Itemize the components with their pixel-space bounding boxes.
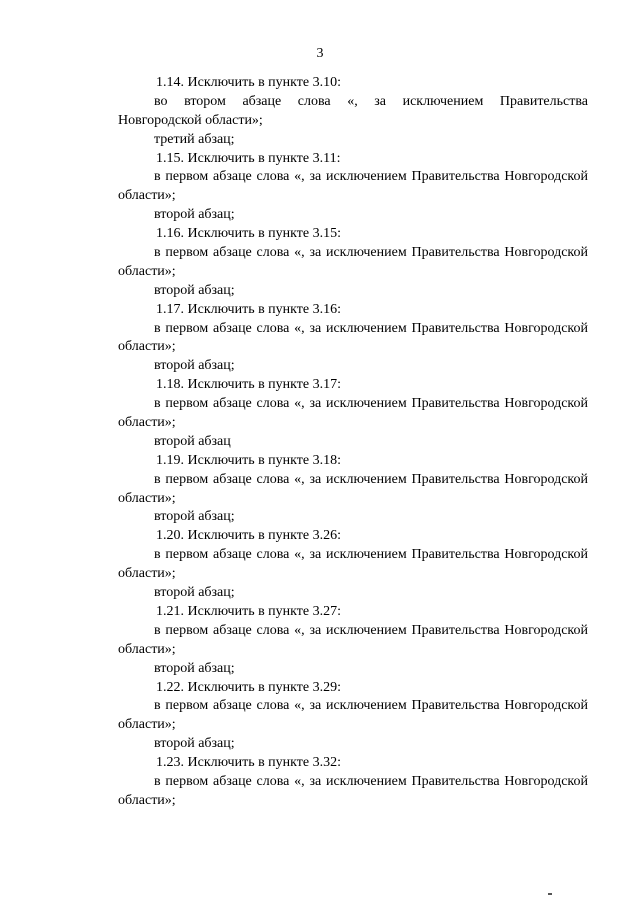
item-body-continuation: области»; [118, 566, 176, 582]
item-tail: третий абзац; [154, 131, 235, 147]
item-body-continuation: области»; [118, 188, 176, 204]
item-heading: 1.19. Исключить в пункте 3.18: [156, 452, 342, 468]
page-number: 3 [316, 46, 324, 61]
item-tail: второй абзац [154, 433, 231, 449]
item-heading: 1.18. Исключить в пункте 3.17: [156, 377, 342, 393]
scan-speck [548, 893, 552, 895]
item-body-line: в первом абзаце слова «, за исключением Правительства Новгородской [154, 773, 588, 789]
item-tail: второй абзац; [154, 358, 235, 374]
item-heading: 1.16. Исключить в пункте 3.15: [156, 226, 342, 242]
item-tail: второй абзац; [154, 660, 235, 676]
item-body-line: в первом абзаце слова «, за исключением Правительства Новгородской [154, 698, 588, 714]
item-tail: второй абзац; [154, 282, 235, 298]
item-body-line: в первом абзаце слова «, за исключением Правительства Новгородской [154, 169, 588, 185]
item-body-continuation: Новгородской области»; [118, 112, 263, 128]
item-body-line: в первом абзаце слова «, за исключением Правительства Новгородской [154, 471, 588, 487]
item-heading: 1.21. Исключить в пункте 3.27: [156, 603, 342, 619]
item-body-continuation: области»; [118, 490, 176, 506]
item-body-line: в первом абзаце слова «, за исключением Правительства Новгородской [154, 547, 588, 563]
item-body-continuation: области»; [118, 717, 176, 733]
item-tail: второй абзац; [154, 585, 235, 601]
item-heading: 1.17. Исключить в пункте 3.16: [156, 301, 342, 317]
item-heading: 1.23. Исключить в пункте 3.32: [156, 755, 342, 771]
item-body-continuation: области»; [118, 263, 176, 279]
item-body-line: во втором абзаце слова «, за исключением Правительства [154, 93, 588, 109]
item-body-line: в первом абзаце слова «, за исключением Правительства Новгородской [154, 245, 588, 261]
item-body-line: в первом абзаце слова «, за исключением Правительства Новгородской [154, 396, 588, 412]
item-tail: второй абзац; [154, 509, 235, 525]
item-tail: второй абзац; [154, 207, 235, 223]
item-body-continuation: области»; [118, 792, 176, 808]
item-heading: 1.22. Исключить в пункте 3.29: [156, 679, 342, 695]
item-tail: второй абзац; [154, 736, 235, 752]
document-body [118, 74, 588, 811]
item-heading: 1.15. Исключить в пункте 3.11: [156, 150, 341, 166]
item-body-line: в первом абзаце слова «, за исключением Правительства Новгородской [154, 622, 588, 638]
item-body-continuation: области»; [118, 641, 176, 657]
item-heading: 1.20. Исключить в пункте 3.26: [156, 528, 342, 544]
item-heading: 1.14. Исключить в пункте 3.10: [156, 75, 342, 90]
item-body-continuation: области»; [118, 339, 176, 355]
item-body-line: в первом абзаце слова «, за исключением Правительства Новгородской [154, 320, 588, 336]
item-body-continuation: области»; [118, 415, 176, 431]
